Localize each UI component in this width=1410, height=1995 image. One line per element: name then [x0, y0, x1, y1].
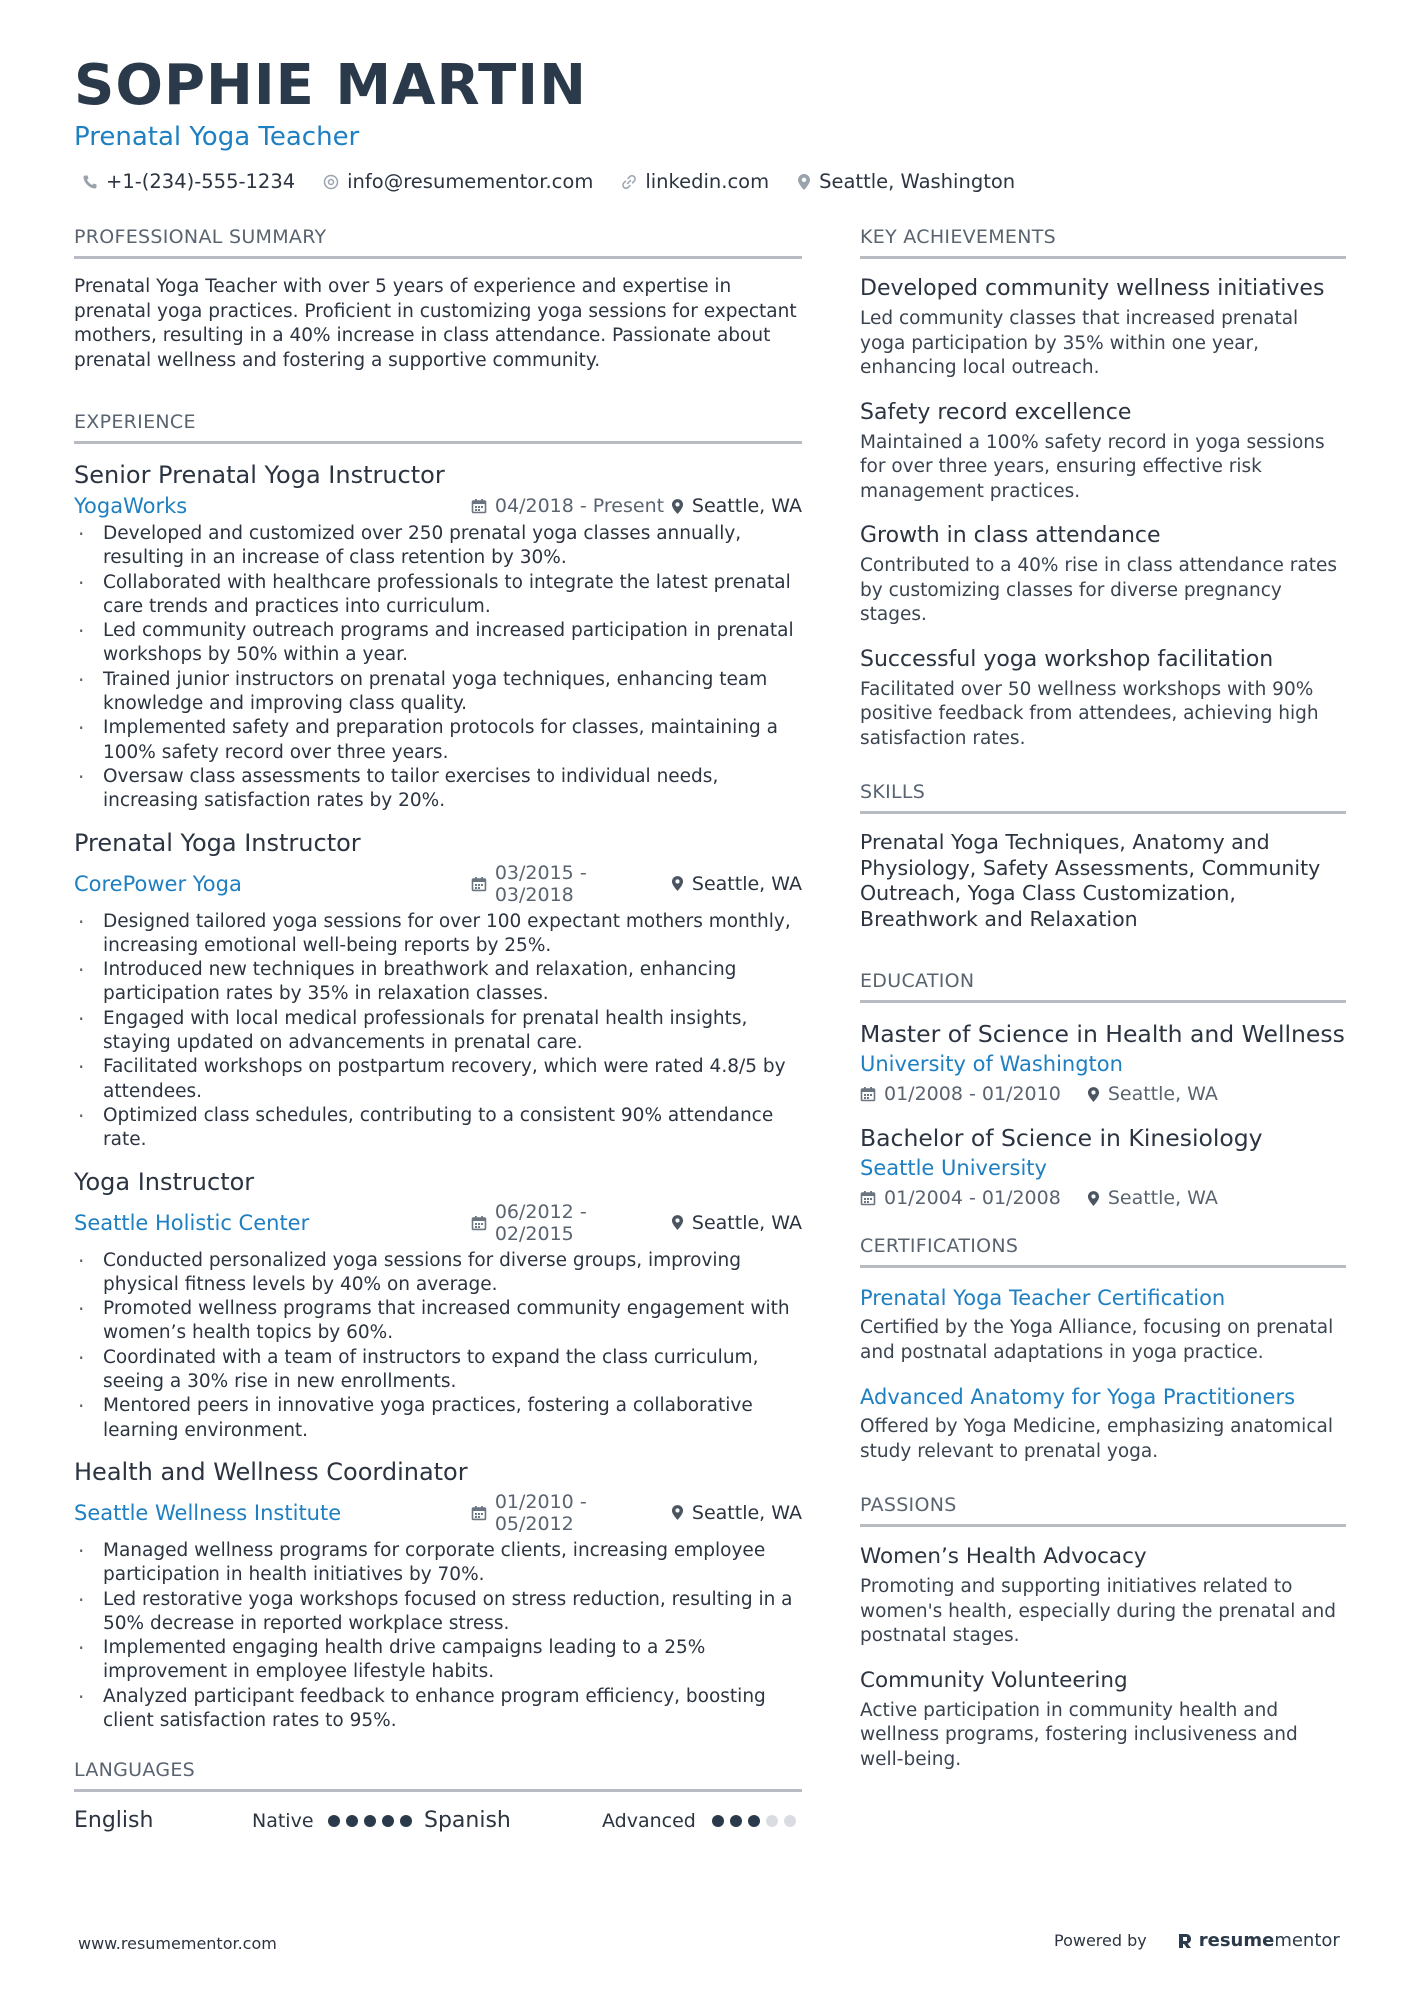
company-name[interactable]: CorePower Yoga — [74, 871, 242, 896]
job-entry — [74, 1457, 802, 1733]
proficiency-dot — [766, 1815, 778, 1827]
job-bullet: · Optimized class schedules, contributing to a consistent 90% attendance rate. — [74, 1104, 802, 1153]
job-bullet: · Led restorative yoga workshops focused on stress reduction, resulting in a 50% decrease in reported workplace stress. — [74, 1588, 802, 1637]
language-item — [424, 1808, 802, 1833]
job-entry — [74, 1167, 802, 1443]
certification-desc: Offered by Yoga Medicine, emphasizing anatomical study relevant to prenatal yoga. — [860, 1416, 1333, 1462]
certification-desc: Certified by the Yoga Alliance, focusing on prenatal and postnatal adaptations in yoga practice. — [860, 1317, 1334, 1363]
job-bullets — [74, 522, 802, 814]
company-name[interactable]: Seattle Holistic Center — [74, 1210, 310, 1235]
location-pin-icon — [1087, 1086, 1100, 1103]
passion-title: Community Volunteering — [860, 1667, 1128, 1693]
achievement-desc: Led community classes that increased prenatal yoga participation by 35% within one year, enhancing local outreach. — [860, 308, 1299, 378]
proficiency-dot — [748, 1815, 760, 1827]
job-dates — [471, 495, 671, 517]
candidate-name: SOPHIE MARTIN — [74, 53, 588, 118]
resumementor-logo-icon — [1177, 1932, 1193, 1950]
education-school[interactable]: University of Washington — [860, 1052, 1123, 1076]
language-level: Native — [252, 1809, 314, 1832]
job-bullet: · Collaborated with healthcare professionals to integrate the latest prenatal care trends and practices into curriculum. — [74, 571, 802, 620]
certification-item — [860, 1383, 1346, 1464]
email-text: info@resumementor.com — [347, 170, 594, 193]
company-name[interactable]: Seattle Wellness Institute — [74, 1500, 342, 1525]
company-name[interactable]: YogaWorks — [74, 494, 188, 518]
education-degree: Bachelor of Science in Kinesiology — [860, 1124, 1263, 1152]
proficiency-dot — [712, 1815, 724, 1827]
certification-title[interactable]: Advanced Anatomy for Yoga Practitioners — [860, 1385, 1296, 1409]
calendar-icon — [471, 498, 487, 514]
proficiency-dot — [382, 1815, 394, 1827]
education-degree: Master of Science in Health and Wellness — [860, 1020, 1345, 1048]
language-name: English — [74, 1808, 154, 1834]
brand-light: mentor — [1274, 1930, 1340, 1951]
location-pin-icon — [797, 173, 811, 191]
job-meta-right — [471, 1201, 802, 1245]
job-bullets — [74, 1249, 802, 1443]
job-meta — [74, 1201, 802, 1245]
location-pin-icon — [671, 1214, 684, 1231]
education-school[interactable]: Seattle University — [860, 1156, 1047, 1180]
job-bullet: · Introduced new techniques in breathwork and relaxation, enhancing participation rates by 35% in relaxation classes. — [74, 958, 802, 1007]
job-title: Senior Prenatal Yoga Instructor — [74, 461, 445, 489]
job-bullet: · Coordinated with a team of instructors to expand the class curriculum, seeing a 30% rise in new enrollments. — [74, 1346, 802, 1395]
phone-text: +1-(234)-555-1234 — [106, 170, 296, 193]
section-title-experience: EXPERIENCE — [74, 411, 802, 444]
certification-title[interactable]: Prenatal Yoga Teacher Certification — [860, 1286, 1226, 1310]
contact-location — [797, 170, 1015, 193]
job-location — [671, 1212, 802, 1234]
certification-item — [860, 1284, 1346, 1365]
at-icon — [323, 174, 339, 190]
job-location-text: Seattle, WA — [691, 872, 802, 895]
job-meta-right — [471, 1491, 802, 1535]
powered-by-text: Powered by — [1054, 1931, 1147, 1950]
contact-linkedin[interactable] — [621, 170, 769, 193]
passion-item — [860, 1667, 1346, 1773]
job-location-text: Seattle, WA — [691, 1211, 802, 1234]
education-meta — [860, 1187, 1346, 1209]
summary-text: Prenatal Yoga Teacher with over 5 years of experience and expertise in prenatal yoga practices. Proficient in customizing yoga sessions for expectant mothers, resulting in a 40% increase in class attendance. Passionate about prenatal wellness and fostering a supportive community. — [74, 276, 797, 371]
job-bullet: · Mentored peers in innovative yoga practices, fostering a collaborative learning environment. — [74, 1394, 802, 1443]
passion-desc: Promoting and supporting initiatives related to women's health, especially during the prenatal and postnatal stages. — [860, 1576, 1337, 1646]
location-pin-icon — [671, 1504, 684, 1521]
proficiency-dot — [364, 1815, 376, 1827]
brand-bold: resume — [1198, 1930, 1275, 1951]
job-meta-right — [471, 495, 802, 517]
job-bullets — [74, 1539, 802, 1733]
achievement-title: Growth in class attendance — [860, 523, 1161, 548]
passion-desc: Active participation in community health and wellness programs, fostering inclusiveness and well-being. — [860, 1699, 1298, 1770]
language-item — [74, 1808, 424, 1833]
job-meta — [74, 494, 802, 518]
job-location — [671, 1502, 802, 1524]
job-title: Health and Wellness Coordinator — [74, 1457, 468, 1486]
education-location — [1087, 1083, 1218, 1105]
contact-email[interactable] — [323, 170, 593, 193]
left-column — [74, 226, 802, 1833]
job-dates — [471, 1491, 671, 1535]
job-location-text: Seattle, WA — [691, 1501, 802, 1524]
job-bullet: · Analyzed participant feedback to enhance program efficiency, boosting client satisfaction rates to 95%. — [74, 1685, 802, 1734]
job-bullet: · Developed and customized over 250 prenatal yoga classes annually, resulting in an increase of class retention by 30%. — [74, 522, 802, 571]
right-column — [860, 226, 1346, 1790]
section-title-passions: PASSIONS — [860, 1494, 1346, 1527]
job-bullet: · Designed tailored yoga sessions for over 100 expectant mothers monthly, increasing emotional well-being reports by 25%. — [74, 910, 802, 959]
achievement-item — [860, 522, 1346, 628]
education-dates — [860, 1083, 1061, 1105]
job-bullet: · Led community outreach programs and increased participation in prenatal workshops by 50% within a year. — [74, 619, 802, 668]
candidate-role: Prenatal Yoga Teacher — [74, 122, 360, 152]
phone-icon — [82, 174, 98, 190]
achievement-title: Successful yoga workshop facilitation — [860, 646, 1274, 672]
passion-item — [860, 1543, 1346, 1649]
job-dates-text: 01/2010 - 05/2012 — [494, 1490, 587, 1535]
location-text: Seattle, Washington — [819, 170, 1016, 193]
proficiency-dot — [400, 1815, 412, 1827]
languages-list — [74, 1808, 802, 1833]
contact-phone[interactable] — [82, 170, 295, 193]
job-bullet: · Trained junior instructors on prenatal yoga techniques, enhancing team knowledge and improving class quality. — [74, 668, 802, 717]
section-title-certifications: CERTIFICATIONS — [860, 1235, 1346, 1268]
footer-branding — [1054, 1930, 1340, 1951]
achievement-item — [860, 275, 1346, 381]
education-location-text: Seattle, WA — [1107, 1187, 1218, 1209]
education-location — [1087, 1187, 1218, 1209]
section-title-education: EDUCATION — [860, 970, 1346, 1003]
job-dates-text: 06/2012 - 02/2015 — [494, 1200, 587, 1245]
job-entry — [74, 460, 802, 814]
calendar-icon — [471, 1505, 487, 1521]
calendar-icon — [860, 1086, 876, 1102]
education-meta — [860, 1083, 1346, 1105]
education-item — [860, 1123, 1346, 1209]
job-bullets — [74, 910, 802, 1153]
job-meta — [74, 862, 802, 906]
section-title-languages: LANGUAGES — [74, 1759, 802, 1792]
achievements-list — [860, 275, 1346, 751]
education-dates-text: 01/2004 - 01/2008 — [884, 1187, 1061, 1209]
achievement-desc: Facilitated over 50 wellness workshops with 90% positive feedback from attendees, achieving high satisfaction rates. — [860, 678, 1319, 749]
achievement-desc: Contributed to a 40% rise in class attendance rates by customizing classes for diverse pregnancy stages. — [860, 555, 1337, 625]
section-title-skills: SKILLS — [860, 781, 1346, 814]
link-icon — [621, 174, 637, 190]
job-bullet: · Implemented safety and preparation protocols for classes, maintaining a 100% safety record over three years. — [74, 716, 802, 765]
brand-logo[interactable] — [1177, 1930, 1340, 1951]
proficiency-dot — [346, 1815, 358, 1827]
job-dates-text: 04/2018 - Present — [494, 495, 665, 517]
passion-title: Women’s Health Advocacy — [860, 1544, 1147, 1569]
job-dates — [471, 1201, 671, 1245]
location-pin-icon — [1087, 1190, 1100, 1207]
education-dates-text: 01/2008 - 01/2010 — [884, 1083, 1061, 1105]
job-bullet: · Promoted wellness programs that increased community engagement with women’s health topics by 60%. — [74, 1297, 802, 1346]
achievement-title: Developed community wellness initiatives — [860, 276, 1325, 301]
job-bullet: · Managed wellness programs for corporate clients, increasing employee participation in health initiatives by 70%. — [74, 1539, 802, 1588]
job-meta — [74, 1491, 802, 1535]
proficiency-dot — [784, 1815, 796, 1827]
job-entry — [74, 828, 802, 1153]
proficiency-dot — [730, 1815, 742, 1827]
language-name: Spanish — [424, 1808, 511, 1834]
language-proficiency-dots — [328, 1815, 418, 1827]
job-location — [671, 495, 802, 517]
achievement-item — [860, 399, 1346, 505]
job-title: Yoga Instructor — [74, 1167, 255, 1196]
job-bullet: · Facilitated workshops on postpartum recovery, which were rated 4.8/5 by attendees. — [74, 1055, 802, 1104]
job-title: Prenatal Yoga Instructor — [74, 828, 361, 857]
calendar-icon — [471, 876, 487, 892]
job-meta-right — [471, 862, 802, 906]
linkedin-text: linkedin.com — [645, 170, 770, 193]
contact-bar — [82, 170, 1043, 193]
achievement-item — [860, 646, 1346, 752]
job-bullet: · Conducted personalized yoga sessions for diverse groups, improving physical fitness levels by 40% on average. — [74, 1249, 802, 1298]
job-dates-text: 03/2015 - 03/2018 — [494, 861, 587, 906]
education-location-text: Seattle, WA — [1107, 1083, 1218, 1105]
certifications-list — [860, 1284, 1346, 1464]
language-proficiency-dots — [712, 1815, 802, 1827]
job-bullet: · Implemented engaging health drive campaigns leading to a 25% improvement in employee lifestyle habits. — [74, 1636, 802, 1685]
job-bullet: · Oversaw class assessments to tailor exercises to individual needs, increasing satisfaction rates by 20%. — [74, 765, 802, 814]
achievement-title: Safety record excellence — [860, 399, 1132, 425]
job-location — [671, 873, 802, 895]
calendar-icon — [860, 1190, 876, 1206]
education-list — [860, 1019, 1346, 1209]
section-title-achievements: KEY ACHIEVEMENTS — [860, 226, 1346, 259]
passions-list — [860, 1543, 1346, 1772]
job-location-text: Seattle, WA — [691, 495, 802, 517]
education-dates — [860, 1187, 1061, 1209]
location-pin-icon — [671, 498, 684, 515]
section-title-summary: PROFESSIONAL SUMMARY — [74, 226, 802, 259]
job-dates — [471, 862, 671, 906]
education-item — [860, 1019, 1346, 1105]
language-level: Advanced — [602, 1809, 696, 1832]
calendar-icon — [471, 1215, 487, 1231]
location-pin-icon — [671, 875, 684, 892]
skills-text: Prenatal Yoga Techniques, Anatomy and Physiology, Safety Assessments, Community Outreach, Yoga Class Customization, Breathwork and Relaxation — [860, 830, 1321, 931]
achievement-desc: Maintained a 100% safety record in yoga sessions for over three years, ensuring effective risk management practices. — [860, 431, 1325, 502]
footer-website[interactable]: www.resumementor.com — [78, 1934, 277, 1953]
proficiency-dot — [328, 1815, 340, 1827]
experience-list — [74, 460, 802, 1733]
job-bullet: · Engaged with local medical professionals for prenatal health insights, staying updated on advancements in prenatal care. — [74, 1007, 802, 1056]
